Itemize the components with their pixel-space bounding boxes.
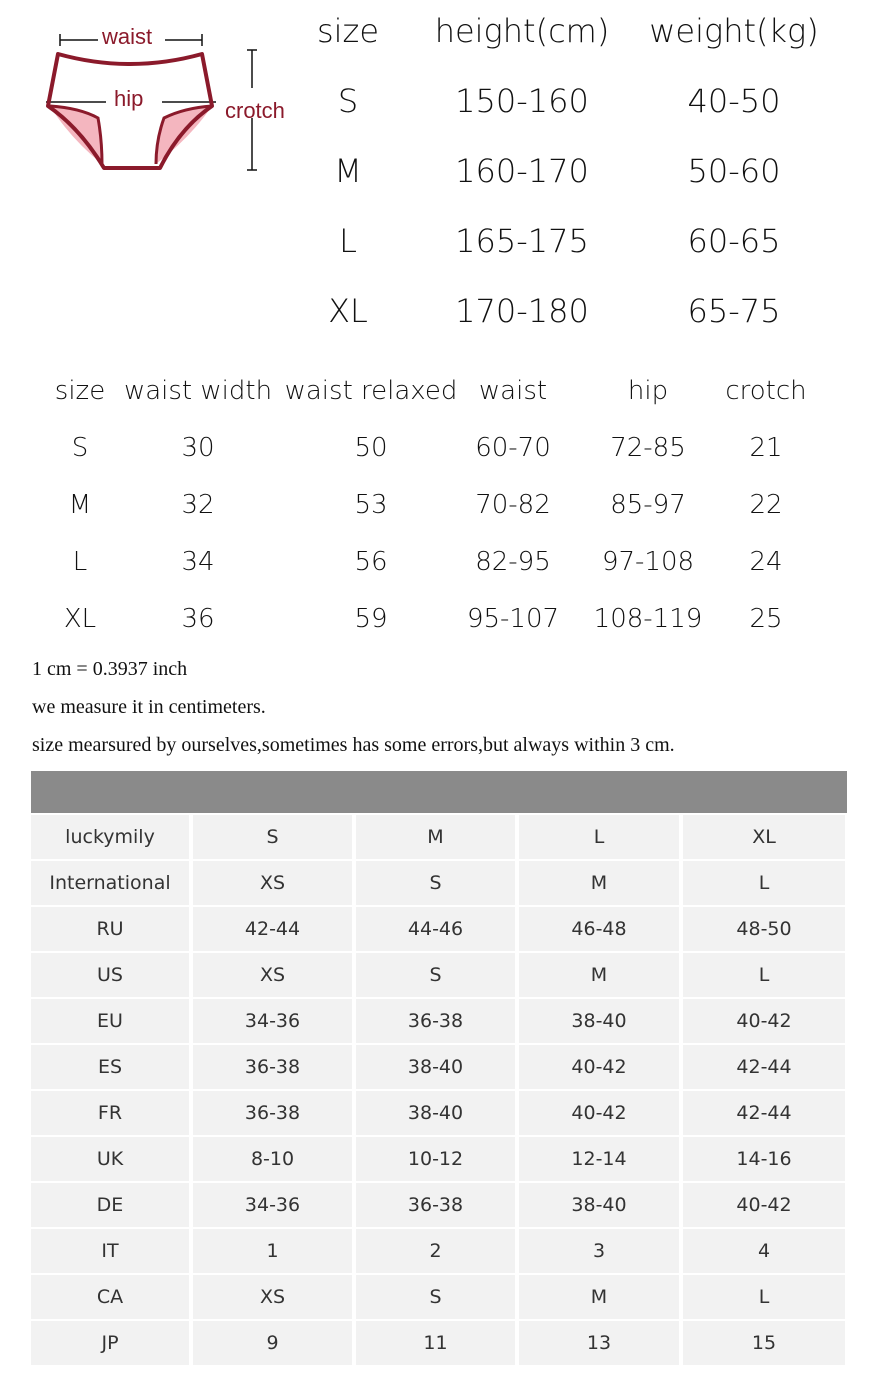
table-cell: 38-40 (356, 1045, 515, 1089)
table2-cell: 34 (181, 547, 215, 577)
table1-header-weight: weight(kg) (649, 12, 819, 50)
table-cell: RU (31, 907, 189, 951)
table2-header-crotch: crotch (725, 376, 807, 406)
table2-cell: 21 (749, 433, 783, 463)
table-cell: DE (31, 1183, 189, 1227)
size-conversion-table (31, 815, 847, 1367)
table1-cell: 40-50 (687, 82, 781, 120)
table1-header-height: height(cm) (434, 12, 610, 50)
table-cell: 38-40 (519, 1183, 679, 1227)
table-cell: luckymily (31, 815, 189, 859)
table-cell: 12-14 (519, 1137, 679, 1181)
table-cell: XS (193, 861, 352, 905)
table-cell: EU (31, 999, 189, 1043)
table-cell: 42-44 (683, 1091, 845, 1135)
table-cell: 36-38 (193, 1091, 352, 1135)
table-cell: 42-44 (683, 1045, 845, 1089)
table-cell: M (519, 1275, 679, 1319)
error-note: size mearsured by ourselves,sometimes has some errors,but always within 3 cm. (32, 734, 675, 756)
table2-cell: 56 (354, 547, 388, 577)
table1-cell: 60-65 (687, 222, 781, 260)
table2-cell: 25 (749, 604, 783, 634)
table-cell: 14-16 (683, 1137, 845, 1181)
table2-header-hip: hip (627, 376, 669, 406)
table-cell: 15 (683, 1321, 845, 1365)
table-cell: 40-42 (519, 1045, 679, 1089)
table-cell: S (356, 1275, 515, 1319)
table-cell: L (519, 815, 679, 859)
table-cell: 38-40 (519, 999, 679, 1043)
table-cell: US (31, 953, 189, 997)
table2-cell: 32 (181, 490, 215, 520)
table-row (31, 815, 847, 859)
table1-cell: 50-60 (687, 152, 781, 190)
table2-cell: 59 (354, 604, 388, 634)
table-cell: 4 (683, 1229, 845, 1273)
table1-cell: S (337, 82, 359, 120)
table-cell: CA (31, 1275, 189, 1319)
table-cell: L (683, 953, 845, 997)
table-cell: 13 (519, 1321, 679, 1365)
table-cell: UK (31, 1137, 189, 1181)
table-cell: 36-38 (356, 1183, 515, 1227)
table-cell: 34-36 (193, 999, 352, 1043)
table2-cell: 36 (181, 604, 215, 634)
table-row (31, 1321, 847, 1365)
table1-cell: 65-75 (687, 292, 781, 330)
crotch-label: crotch (225, 98, 285, 123)
table2-cell: 70-82 (475, 490, 551, 520)
table-row (31, 953, 847, 997)
table2-header-waist: waist (478, 376, 548, 406)
table2-header-waist-width: waist width (123, 376, 273, 406)
table-cell: 44-46 (356, 907, 515, 951)
table2-cell: 82-95 (475, 547, 551, 577)
table-cell: 34-36 (193, 1183, 352, 1227)
table-cell: 1 (193, 1229, 352, 1273)
table2-cell: 24 (749, 547, 783, 577)
table2-cell: 22 (749, 490, 783, 520)
table-cell: L (683, 861, 845, 905)
table-cell: 36-38 (193, 1045, 352, 1089)
table2-cell: 50 (354, 433, 388, 463)
table-cell: 46-48 (519, 907, 679, 951)
waist-label: waist (102, 24, 153, 49)
table1-header-size: size (316, 12, 380, 50)
table-row (31, 1229, 847, 1273)
table-cell: 8-10 (193, 1137, 352, 1181)
table2-cell: S (71, 433, 89, 463)
table-row (31, 1091, 847, 1135)
table2-header-size: size (54, 376, 106, 406)
table-cell: FR (31, 1091, 189, 1135)
table-cell: 11 (356, 1321, 515, 1365)
table-cell: M (356, 815, 515, 859)
table-cell: S (193, 815, 352, 859)
table-cell: ES (31, 1045, 189, 1089)
table-cell: M (519, 953, 679, 997)
table-cell: 40-42 (683, 1183, 845, 1227)
table-cell: 3 (519, 1229, 679, 1273)
table-cell: International (31, 861, 189, 905)
conversion-table-header-bar (31, 771, 847, 813)
table2-cell: M (68, 490, 92, 520)
table-cell: 36-38 (356, 999, 515, 1043)
table-cell: XS (193, 1275, 352, 1319)
table1-cell: 170-180 (455, 292, 589, 330)
conversion-note: 1 cm = 0.3937 inch (32, 658, 188, 680)
table-cell: XS (193, 953, 352, 997)
table-row (31, 999, 847, 1043)
table-cell: S (356, 953, 515, 997)
table-cell: JP (31, 1321, 189, 1365)
table-cell: XL (683, 815, 845, 859)
table2-cell: 108-119 (593, 604, 703, 634)
table2-cell: 60-70 (475, 433, 551, 463)
measurement-diagram (40, 20, 300, 180)
table2-cell: L (72, 547, 88, 577)
table-cell: L (683, 1275, 845, 1319)
table-cell: IT (31, 1229, 189, 1273)
table-cell: 9 (193, 1321, 352, 1365)
table-cell: 2 (356, 1229, 515, 1273)
table2-cell: 95-107 (466, 604, 560, 634)
table-row (31, 1045, 847, 1089)
table-row (31, 907, 847, 951)
table-row (31, 1183, 847, 1227)
table2-cell: 72-85 (610, 433, 686, 463)
table2-cell: 53 (354, 490, 388, 520)
unit-note: we measure it in centimeters. (32, 696, 266, 718)
table1-cell: L (339, 222, 357, 260)
table2-cell: 97-108 (601, 547, 695, 577)
table-cell: 48-50 (683, 907, 845, 951)
table-cell: 40-42 (683, 999, 845, 1043)
table1-cell: XL (328, 292, 368, 330)
table2-cell: 85-97 (610, 490, 686, 520)
table2-cell: XL (63, 604, 97, 634)
table-cell: 40-42 (519, 1091, 679, 1135)
table-cell: M (519, 861, 679, 905)
table-cell: 42-44 (193, 907, 352, 951)
table1-cell: 165-175 (455, 222, 589, 260)
table-row (31, 861, 847, 905)
table2-header-waist-relaxed: waist relaxed (284, 376, 458, 406)
table-cell: 10-12 (356, 1137, 515, 1181)
table1-cell: 160-170 (455, 152, 589, 190)
table1-cell: 150-160 (455, 82, 589, 120)
table-row (31, 1275, 847, 1319)
table-cell: S (356, 861, 515, 905)
table-row (31, 1137, 847, 1181)
hip-label: hip (114, 86, 144, 111)
table-cell: 38-40 (356, 1091, 515, 1135)
table2-cell: 30 (181, 433, 215, 463)
table1-cell: M (334, 152, 362, 190)
